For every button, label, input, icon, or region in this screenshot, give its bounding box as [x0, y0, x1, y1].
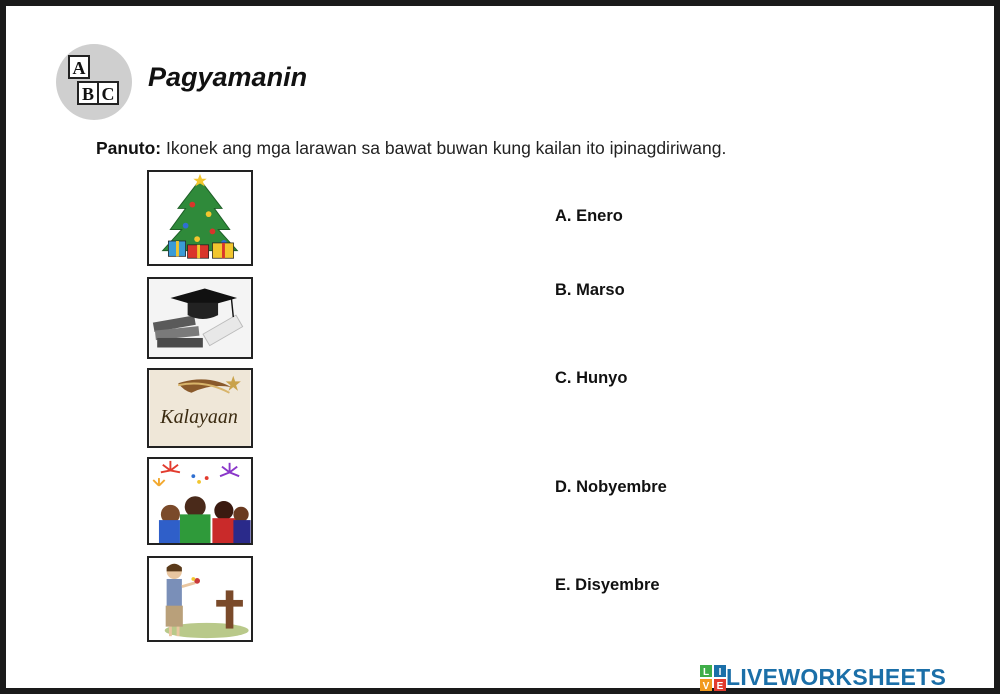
liveworksheets-logo-icon — [700, 665, 726, 691]
choice-enero: A. Enero — [555, 207, 623, 225]
picture-all-saints-day[interactable] — [147, 556, 253, 642]
page-title: Pagyamanin — [148, 62, 308, 92]
worksheet-page — [6, 6, 994, 691]
instruction-body: Ikonek ang mga larawan sa bawat buwan kung kailan ito ipinagdiriwang. — [161, 138, 727, 158]
all-saints-day-grave-icon — [149, 558, 251, 640]
svg-text:L: L — [702, 666, 710, 678]
choice-nobyembre: D. Nobyembre — [555, 478, 667, 496]
choice-marso: B. Marso — [555, 281, 625, 299]
svg-text:I: I — [718, 666, 722, 678]
instruction-text — [96, 138, 726, 159]
svg-text:E: E — [716, 680, 724, 691]
choice-disyembre: E. Disyembre — [555, 576, 660, 594]
christmas-tree-icon — [149, 172, 251, 264]
liveworksheets-logo — [700, 664, 946, 691]
picture-kalayaan[interactable] — [147, 368, 253, 448]
choice-hunyo: C. Hunyo — [555, 369, 628, 387]
liveworksheets-logo-text: LIVEWORKSHEETS — [726, 664, 947, 690]
kalayaan-icon — [149, 370, 251, 446]
kalayaan-caption: Kalayaan — [160, 406, 238, 429]
picture-graduation[interactable] — [147, 277, 253, 359]
svg-text:C: C — [101, 84, 115, 104]
graduation-cap-books-icon — [149, 279, 251, 357]
instruction-label: Panuto: — [96, 138, 162, 158]
svg-text:B: B — [81, 84, 95, 104]
picture-christmas-tree[interactable] — [147, 170, 253, 266]
svg-text:A: A — [72, 58, 86, 78]
abc-blocks-icon — [56, 44, 132, 120]
picture-fireworks[interactable] — [147, 457, 253, 545]
fireworks-new-year-icon — [149, 459, 251, 543]
svg-text:V: V — [702, 680, 710, 691]
